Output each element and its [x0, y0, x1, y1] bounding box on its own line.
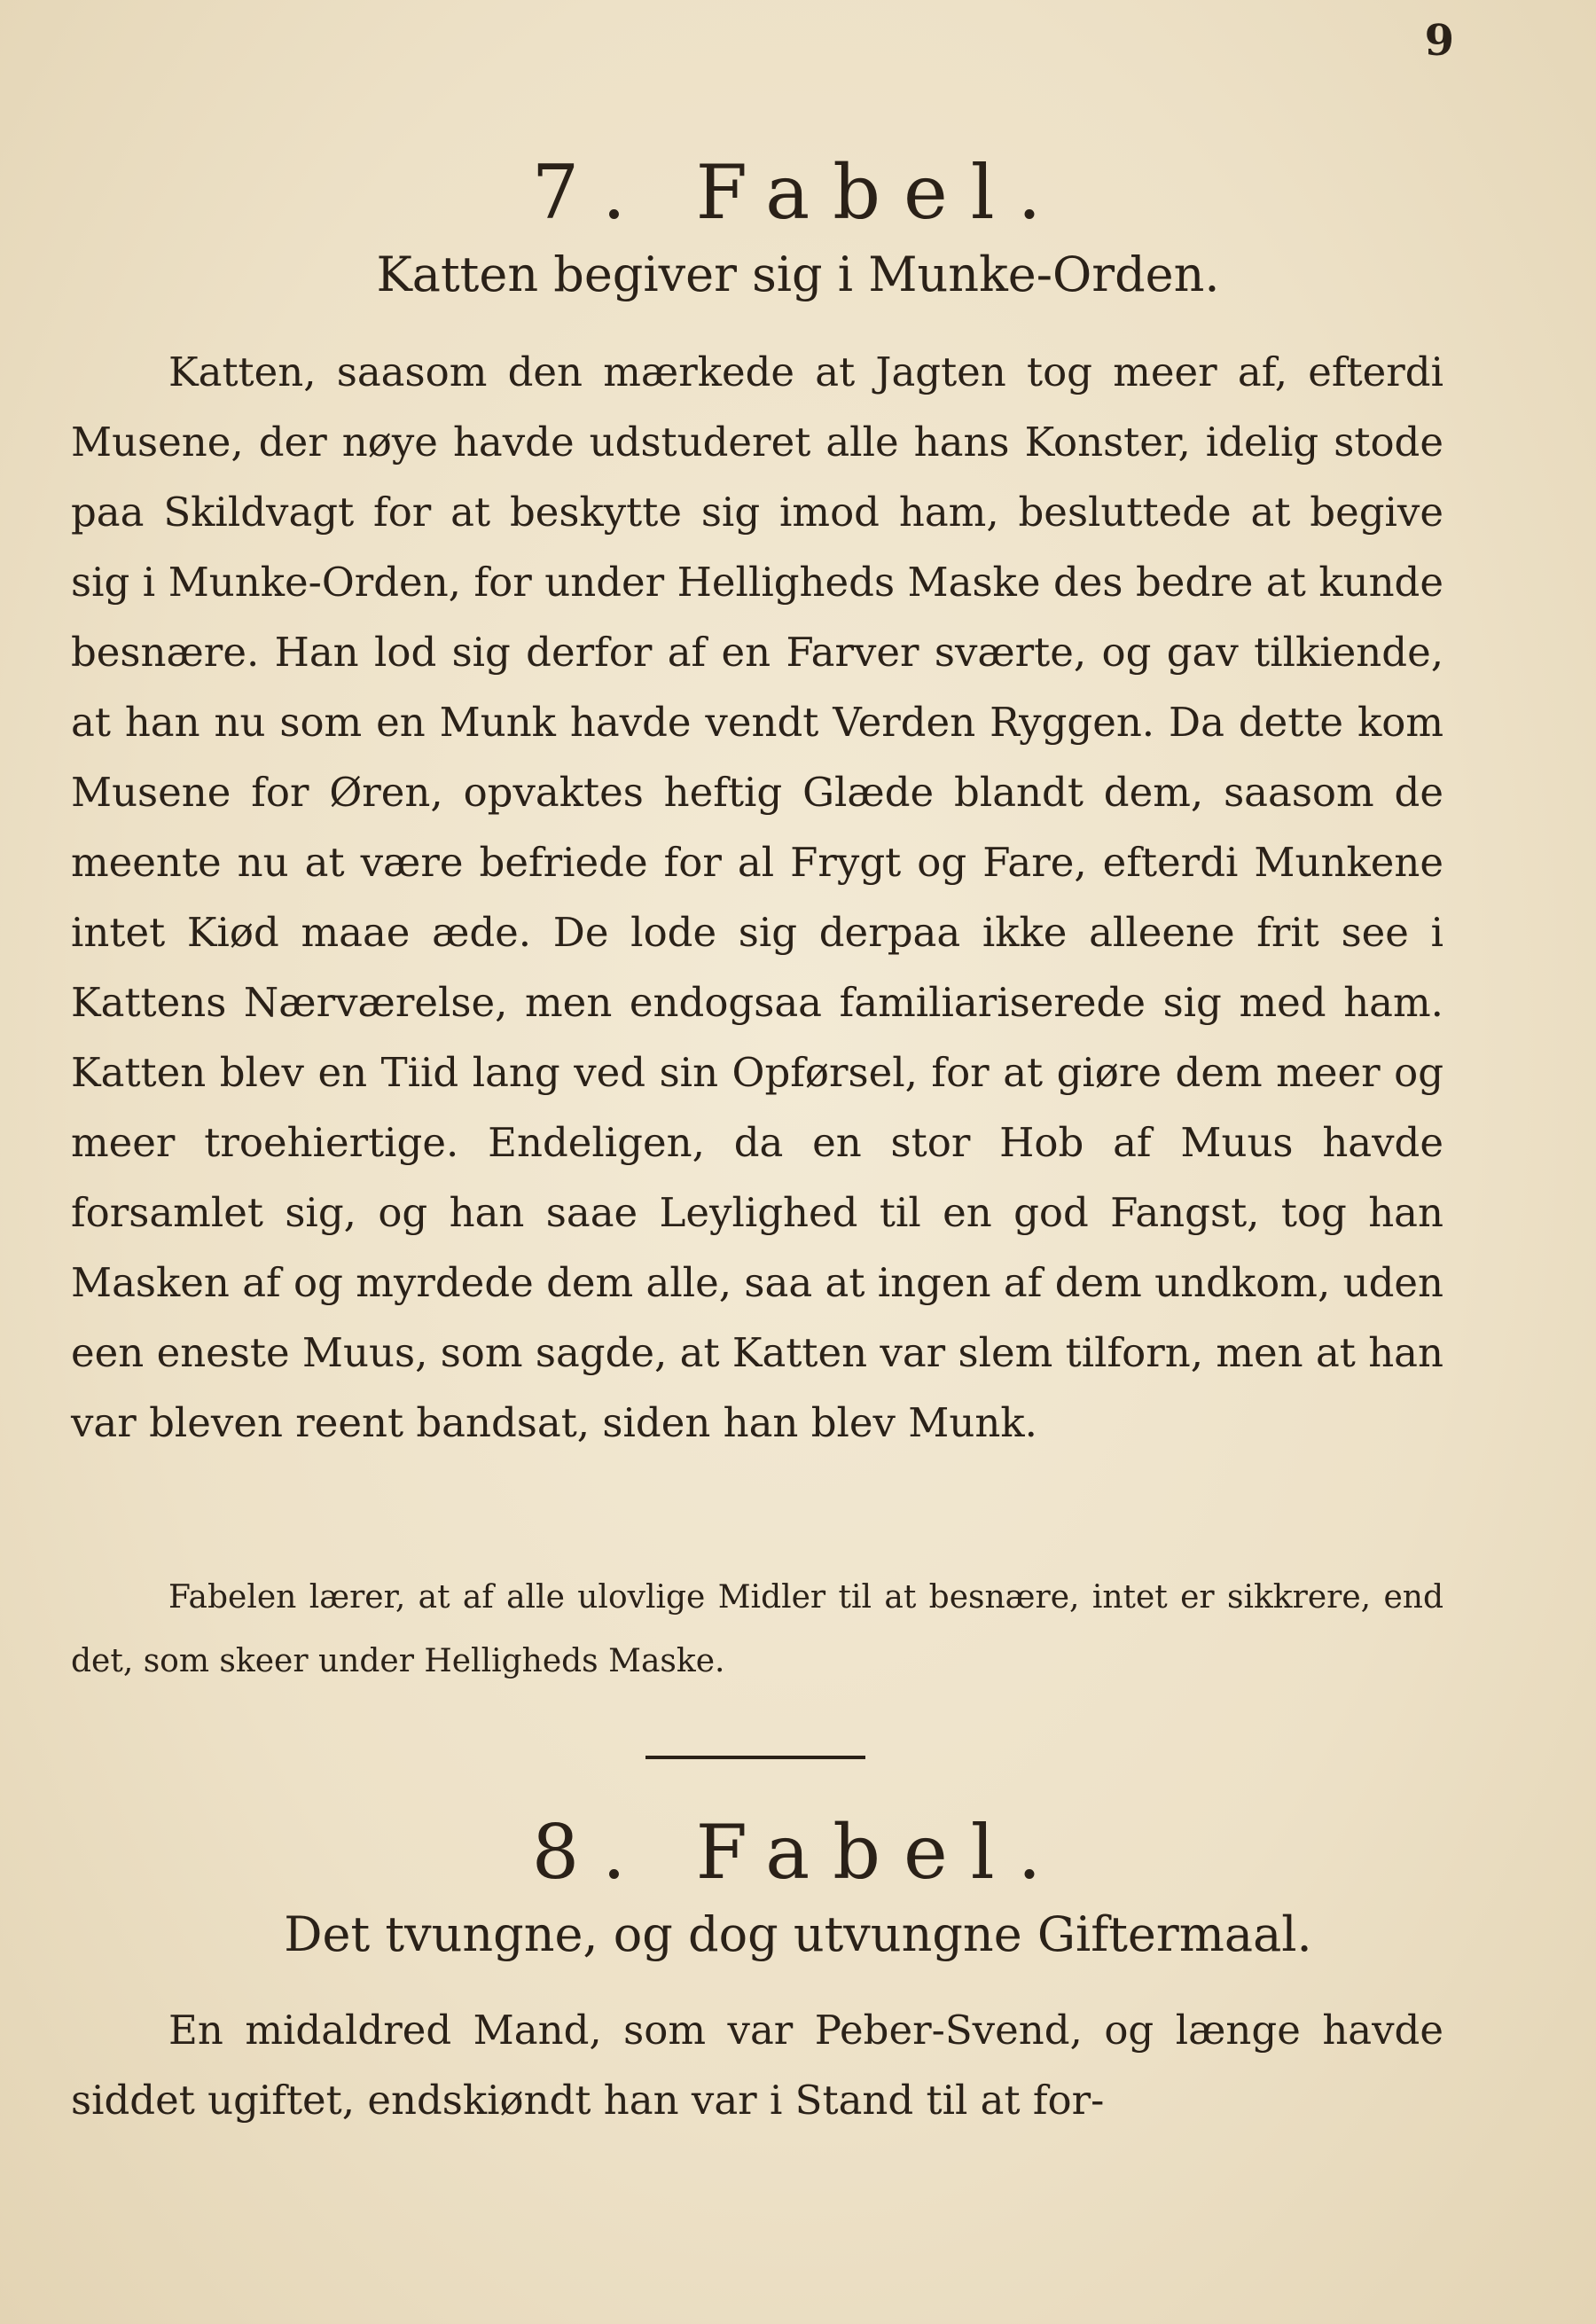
section-divider	[645, 1756, 865, 1759]
fable-8-body: En midaldred Mand, som var Peber-Svend, og længe havde siddet ugiftet, endskiøndt han var i Stand til at for-	[71, 2007, 1443, 2124]
page-number: 9	[1424, 16, 1454, 66]
fable-7-moral: Fabelen lærer, at af alle ulovlige Midler til at besnære, intet er sikkrere, end det, som skeer under Helligheds Maske.	[71, 1579, 1443, 1679]
fable-7-heading: 7. Fabel.	[531, 149, 1065, 236]
fable-7-body: Katten, saasom den mærkede at Jagten tog meer af, efterdi Musene, der nøye havde udstuderet alle hans Konster, idelig stode paa Skildvagt for at beskytte sig imod ham, besluttede at begive sig i Munke-Orden, for under Helligheds Maske des bedre at kunde besnære. Han lod sig derfor af en Farver sværte, og gav tilkiende, at han nu som en Munk havde vendt Verden Ryggen. Da dette kom Musene for Øren, opvaktes heftig Glæde blandt dem, saasom de meente nu at være befriede for al Frygt og Fare, efterdi Munkene intet Kiød maae æde. De lode sig derpaa ikke alleene frit see i Kattens Nærværelse, men endogsaa familiariserede sig med ham. Katten blev en Tiid lang ved sin Opførsel, for at giøre dem meer og meer troehiertige. Endeligen, da en stor Hob af Muus havde forsamlet sig, og han saae Leylighed til en god Fangst, tog han Masken af og myrdede dem alle, saa at ingen af dem undkom, uden een eneste Muus, som sagde, at Katten var slem tilforn, men at han var bleven reent bandsat, siden han blev Munk.	[71, 348, 1443, 1446]
fable-7-title: Katten begiver sig i Munke-Orden.	[376, 246, 1220, 302]
fable-8-heading: 8. Fabel.	[531, 1809, 1065, 1896]
fable-8-title: Det tvungne, og dog utvungne Giftermaal.	[284, 1906, 1312, 1962]
